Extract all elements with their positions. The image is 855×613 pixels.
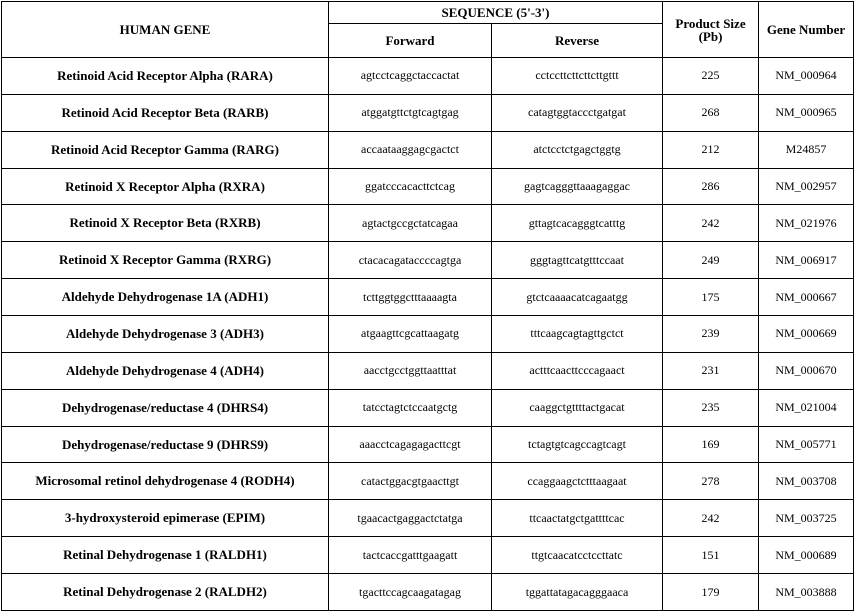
product-size-cell: 242	[663, 205, 759, 242]
gene-cell: Microsomal retinol dehydrogenase 4 (RODH4)	[2, 463, 329, 500]
gene-number-cell: NM_003888	[759, 574, 854, 611]
table-row	[2, 389, 854, 426]
gene-cell: Aldehyde Dehydrogenase 3 (ADH3)	[2, 316, 329, 353]
gene-cell: Retinal Dehydrogenase 2 (RALDH2)	[2, 574, 329, 611]
gene-number-cell: NM_021976	[759, 205, 854, 242]
reverse-primer-cell: gagtcagggttaaagaggac	[492, 168, 663, 205]
reverse-primer-cell: ccaggaagctctttaagaat	[492, 463, 663, 500]
product-size-cell: 235	[663, 389, 759, 426]
product-size-cell: 249	[663, 242, 759, 279]
product-size-cell: 175	[663, 279, 759, 316]
reverse-primer-cell: tctagtgtcagccagtcagt	[492, 426, 663, 463]
table-row	[2, 131, 854, 168]
table-row	[2, 352, 854, 389]
gene-number-cell: NM_006917	[759, 242, 854, 279]
table-row	[2, 242, 854, 279]
reverse-primer-cell: atctcctctgagctggtg	[492, 131, 663, 168]
gene-number-cell: NM_000667	[759, 279, 854, 316]
forward-primer-cell: tgacttccagcaagatagag	[329, 574, 492, 611]
reverse-primer-cell: ttcaactatgctgattttcac	[492, 500, 663, 537]
forward-primer-cell: agtcctcaggctaccactat	[329, 58, 492, 95]
header-sequence: SEQUENCE (5'-3')	[329, 2, 663, 24]
product-size-cell: 278	[663, 463, 759, 500]
reverse-primer-cell: actttcaacttcccagaact	[492, 352, 663, 389]
reverse-primer-cell: cctccttcttcttcttgttt	[492, 58, 663, 95]
forward-primer-cell: tgaacactgaggactctatga	[329, 500, 492, 537]
reverse-primer-cell: gtctcaaaacatcagaatgg	[492, 279, 663, 316]
forward-primer-cell: ggatcccacacttctcag	[329, 168, 492, 205]
gene-cell: Retinoid X Receptor Gamma (RXRG)	[2, 242, 329, 279]
table-row	[2, 537, 854, 574]
gene-cell: Aldehyde Dehydrogenase 1A (ADH1)	[2, 279, 329, 316]
gene-cell: Retinoid Acid Receptor Alpha (RARA)	[2, 58, 329, 95]
reverse-primer-cell: gggtagttcatgtttccaat	[492, 242, 663, 279]
table-row	[2, 426, 854, 463]
gene-number-cell: NM_000689	[759, 537, 854, 574]
primer-table	[1, 1, 854, 611]
table-row	[2, 94, 854, 131]
forward-primer-cell: tcttggtggctttaaaagta	[329, 279, 492, 316]
header-forward: Forward	[329, 24, 492, 58]
forward-primer-cell: tactcaccgatttgaagatt	[329, 537, 492, 574]
gene-number-cell: NM_003708	[759, 463, 854, 500]
gene-cell: Dehydrogenase/reductase 4 (DHRS4)	[2, 389, 329, 426]
gene-cell: Retinoid Acid Receptor Gamma (RARG)	[2, 131, 329, 168]
table-row	[2, 316, 854, 353]
gene-number-cell: NM_000965	[759, 94, 854, 131]
product-size-cell: 286	[663, 168, 759, 205]
gene-cell: Retinoid X Receptor Alpha (RXRA)	[2, 168, 329, 205]
forward-primer-cell: aacctgcctggttaatttat	[329, 352, 492, 389]
product-size-cell: 179	[663, 574, 759, 611]
reverse-primer-cell: tggattatagacagggaaca	[492, 574, 663, 611]
table-row	[2, 58, 854, 95]
table-row	[2, 500, 854, 537]
reverse-primer-cell: tttcaagcagtagttgctct	[492, 316, 663, 353]
product-size-cell: 242	[663, 500, 759, 537]
table-body	[2, 58, 854, 611]
product-size-cell: 212	[663, 131, 759, 168]
gene-cell: Aldehyde Dehydrogenase 4 (ADH4)	[2, 352, 329, 389]
table-row	[2, 168, 854, 205]
table-row	[2, 574, 854, 611]
gene-number-cell: NM_000964	[759, 58, 854, 95]
gene-cell: Retinal Dehydrogenase 1 (RALDH1)	[2, 537, 329, 574]
forward-primer-cell: atggatgttctgtcagtgag	[329, 94, 492, 131]
reverse-primer-cell: caaggctgttttactgacat	[492, 389, 663, 426]
header-reverse: Reverse	[492, 24, 663, 58]
product-size-cell: 268	[663, 94, 759, 131]
gene-cell: Retinoid Acid Receptor Beta (RARB)	[2, 94, 329, 131]
forward-primer-cell: ctacacagataccccagtga	[329, 242, 492, 279]
product-size-cell: 225	[663, 58, 759, 95]
reverse-primer-cell: ttgtcaacatcctccttatc	[492, 537, 663, 574]
reverse-primer-cell: gttagtcacagggtcatttg	[492, 205, 663, 242]
forward-primer-cell: catactggacgtgaacttgt	[329, 463, 492, 500]
header-human-gene: HUMAN GENE	[2, 2, 329, 58]
table-row	[2, 279, 854, 316]
gene-cell: Retinoid X Receptor Beta (RXRB)	[2, 205, 329, 242]
product-size-cell: 151	[663, 537, 759, 574]
product-size-cell: 169	[663, 426, 759, 463]
reverse-primer-cell: catagtggtaccctgatgat	[492, 94, 663, 131]
forward-primer-cell: tatcctagtctccaatgctg	[329, 389, 492, 426]
product-size-cell: 239	[663, 316, 759, 353]
gene-number-cell: NM_000669	[759, 316, 854, 353]
table-row	[2, 463, 854, 500]
gene-number-cell: NM_000670	[759, 352, 854, 389]
forward-primer-cell: accaataaggagcgactct	[329, 131, 492, 168]
gene-number-cell: NM_005771	[759, 426, 854, 463]
gene-cell: 3-hydroxysteroid epimerase (EPIM)	[2, 500, 329, 537]
forward-primer-cell: aaacctcagagagacttcgt	[329, 426, 492, 463]
gene-cell: Dehydrogenase/reductase 9 (DHRS9)	[2, 426, 329, 463]
gene-number-cell: NM_021004	[759, 389, 854, 426]
gene-number-cell: M24857	[759, 131, 854, 168]
table-row	[2, 205, 854, 242]
product-size-cell: 231	[663, 352, 759, 389]
gene-number-cell: NM_002957	[759, 168, 854, 205]
forward-primer-cell: atgaagttcgcattaagatg	[329, 316, 492, 353]
header-gene-number: Gene Number	[759, 2, 854, 58]
forward-primer-cell: agtactgccgctatcagaa	[329, 205, 492, 242]
header-product-size: Product Size (Pb)	[663, 2, 759, 58]
gene-number-cell: NM_003725	[759, 500, 854, 537]
